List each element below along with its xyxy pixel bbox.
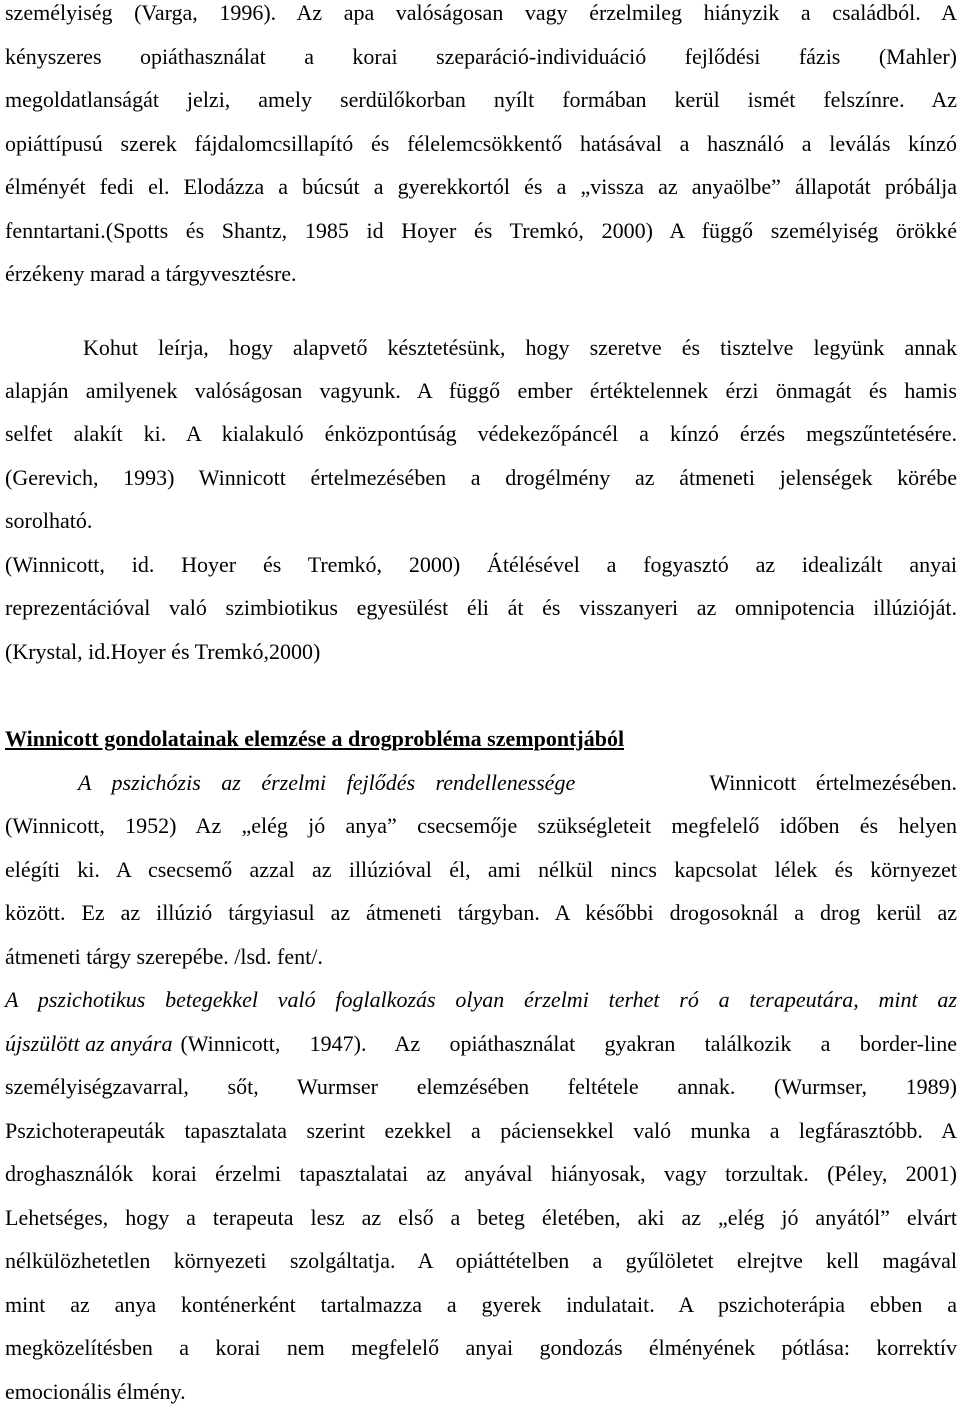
subheading-rest: Winnicott értelmezésében. — [709, 770, 957, 795]
paragraph-line: fenntartani.(Spotts és Shantz, 1985 id Hoyer és Tremkó, 2000) A függő személyiség örökké — [5, 218, 957, 243]
paragraph-line: selfet alakít ki. A kialakuló énközpontúság védekezőpáncél a kínzó érzés megszűntetésére. — [5, 421, 957, 446]
paragraph-line: nélkülözhetetlen környezeti szolgáltatja. A opiáttételben a gyűlöletet elrejtve kell magával — [5, 1248, 957, 1273]
italic-quote-line: A pszichotikus betegekkel való foglalkozás olyan érzelmi terhet ró a terapeutára, mint az — [5, 987, 957, 1012]
paragraph-line: Kohut leírja, hogy alapvető késztetésünk, hogy szeretve és tisztelve legyünk annak — [83, 335, 957, 360]
paragraph-line: személyiségzavarral, sőt, Wurmser elemzésében feltétele annak. (Wurmser, 1989) — [5, 1074, 957, 1099]
citation-text: (Winnicott, 1947). Az opiáthasználat gyakran találkozik a border-line — [180, 1031, 957, 1056]
paragraph-line: személyiség (Varga, 1996). Az apa valóságosan vagy érzelmileg hiányzik a családból. A — [5, 0, 957, 25]
section-heading: Winnicott gondolatainak elemzése a drogprobléma szempontjából — [5, 726, 625, 751]
paragraph-line: reprezentációval való szimbiotikus egyesülést éli át és visszanyeri az omnipotencia illúzióját. — [5, 595, 957, 620]
mixed-line — [5, 1031, 957, 1057]
paragraph-line: (Krystal, id.Hoyer és Tremkó,2000) — [5, 639, 321, 664]
paragraph-line: droghasználók korai érzelmi tapasztalatai az anyával hiányosak, vagy torzultak. (Péley, 2001) — [5, 1161, 957, 1186]
paragraph-line: Pszichoterapeuták tapasztalata szerint ezekkel a páciensekkel való munka a legfárasztóbb. A — [5, 1118, 957, 1143]
paragraph-line: (Winnicott, 1952) Az „elég jó anya” csecsemője szükségleteit megfelelő időben és helyen — [5, 813, 957, 838]
paragraph-line: érzékeny marad a tárgyvesztésre. — [5, 261, 297, 286]
paragraph-line: alapján amilyenek valóságosan vagyunk. A függő ember értéktelennek érzi önmagát és hamis — [5, 378, 957, 403]
paragraph-line: (Gerevich, 1993) Winnicott értelmezésében a drogélmény az átmeneti jelenségek körébe — [5, 465, 957, 490]
paragraph-line: átmeneti tárgy szerepébe. /lsd. fent/. — [5, 944, 323, 969]
paragraph-line: megoldatlanságát jelzi, amely serdülőkorban nyílt formában kerül ismét felszínre. Az — [5, 87, 957, 112]
paragraph-line: sorolható. — [5, 508, 93, 533]
paragraph-line: elégíti ki. A csecsemő azzal az illúzióval él, ami nélkül nincs kapcsolat lélek és környezet — [5, 857, 957, 882]
paragraph-line: (Winnicott, id. Hoyer és Tremkó, 2000) Átélésével a fogyasztó az idealizált anyai — [5, 552, 957, 577]
subheading-line — [5, 770, 957, 796]
paragraph-line: mint az anya konténerként tartalmazza a gyerek indulatait. A pszichoterápia ebben a — [5, 1292, 957, 1317]
paragraph-line: emocionális élmény. — [5, 1379, 186, 1404]
paragraph-line: között. Ez az illúzió tárgyiasul az átmeneti tárgyban. A későbbi drogosoknál a drog kerül az — [5, 900, 957, 925]
paragraph-line: kényszeres opiáthasználat a korai szeparáció-individuáció fejlődési fázis (Mahler) — [5, 44, 957, 69]
subheading-italic: A pszichózis az érzelmi fejlődés rendellenessége — [78, 770, 576, 795]
italic-quote-end: újszülött az anyára — [5, 1031, 173, 1056]
paragraph-line: élményét fedi el. Elodázza a búcsút a gyerekkortól és a „vissza az anyaölbe” állapotát próbálja — [5, 174, 957, 199]
paragraph-line: opiáttípusú szerek fájdalomcsillapító és félelemcsökkentő hatásával a használó a leválás kínzó — [5, 131, 957, 156]
paragraph-line: megközelítésben a korai nem megfelelő anyai gondozás élményének pótlása: korrektív — [5, 1335, 957, 1360]
paragraph-line: Lehetséges, hogy a terapeuta lesz az első a beteg életében, aki az „elég jó anyától” elvárt — [5, 1205, 957, 1230]
